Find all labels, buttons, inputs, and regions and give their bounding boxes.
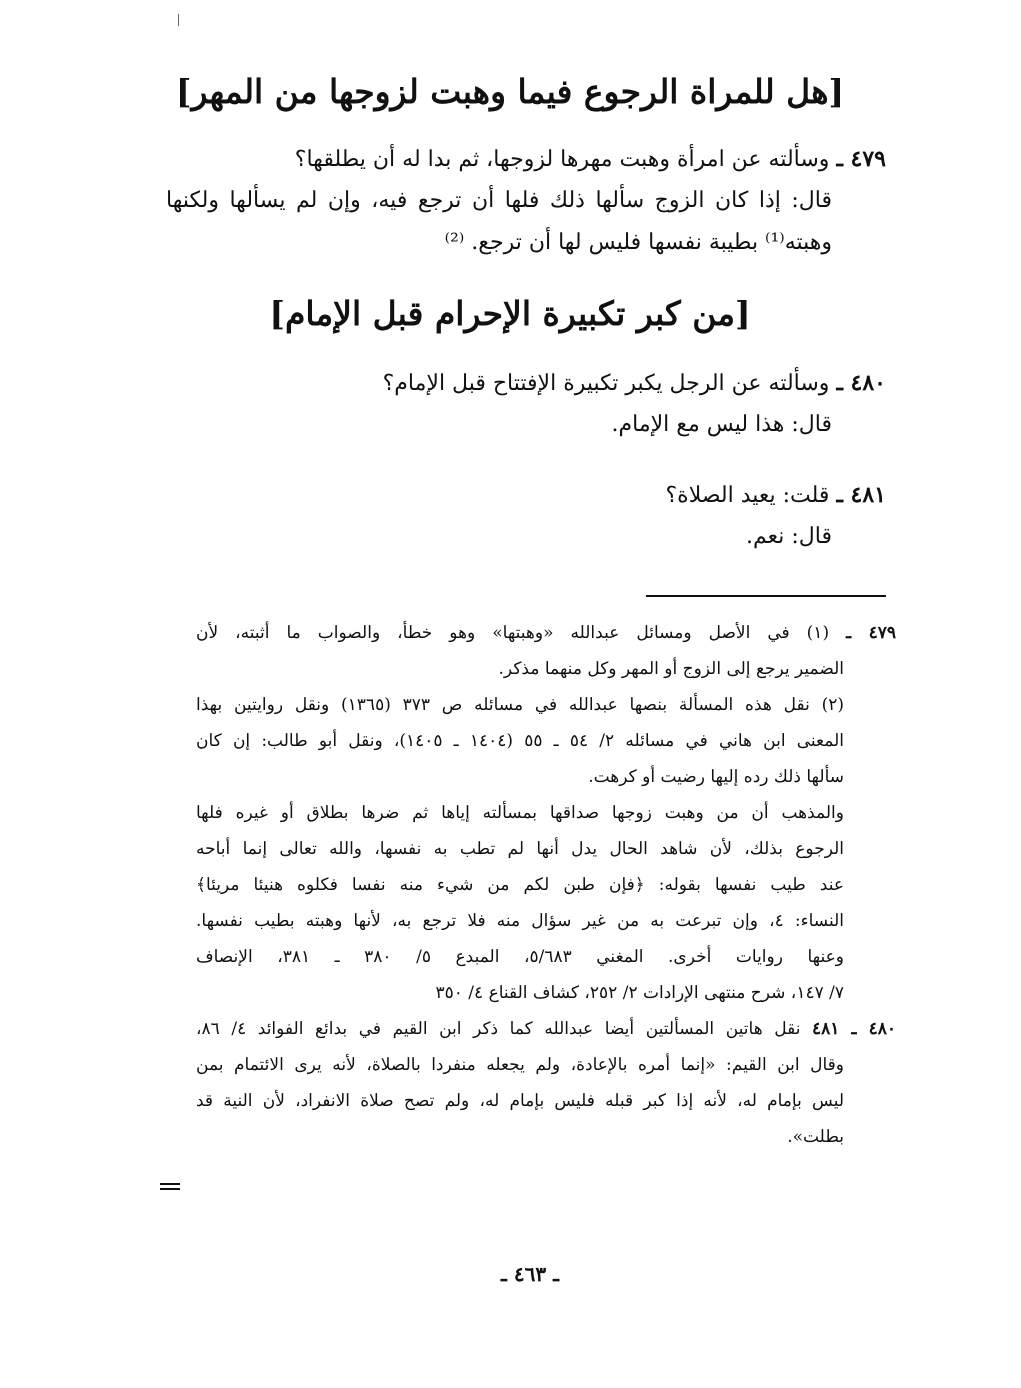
- entry-number: ٤٨١ ـ: [836, 482, 886, 508]
- footnote-line: [196, 1011, 896, 1047]
- section-heading-takbir: [من كبر تكبيرة الإحرام قبل الإمام]: [269, 294, 751, 333]
- entry-answer-line: وهبته⁽¹⁾ بطيبة نفسها فليس لها أن ترجع. ⁽²⁾: [444, 230, 832, 255]
- footnote-line: والمذهب أن من وهبت زوجها صداقها بمسألته إياها ثم ضرها بطلاق أو غيره فلها: [196, 803, 844, 823]
- footnote-text: نقل هاتين المسألتين أيضا عبدالله كما ذكر ابن القيم في بدائع الفوائد ٤/ ٨٦،: [196, 1019, 801, 1039]
- section-heading-dowry-return: [هل للمراة الرجوع فيما وهبت لزوجها من المهر]: [175, 72, 845, 111]
- footnotes: [196, 615, 896, 1155]
- entry-480: [166, 362, 886, 446]
- footnote-line: ٧/ ١٤٧، شرح منتهى الإرادات ٢/ ٢٥٢، كشاف القناع ٤/ ٣٥٠: [435, 983, 844, 1003]
- entry-number: ٤٧٩ ـ: [836, 146, 886, 172]
- entry-number: ٤٨٠ ـ: [836, 370, 886, 396]
- entry-479: [166, 138, 886, 264]
- scan-mark: [178, 14, 179, 26]
- entry-question: وسألته عن امرأة وهبت مهرها لزوجها، ثم بدا له أن يطلقها؟: [294, 147, 830, 172]
- end-of-notes-mark: [160, 1183, 180, 1193]
- footnote-line: [196, 615, 896, 651]
- entry-question: قلت: يعيد الصلاة؟: [665, 483, 830, 508]
- footnote-label: ٤٨٠ ـ ٤٨١: [812, 1019, 896, 1039]
- footnote-label: ٤٧٩ ـ: [846, 623, 896, 643]
- entry-answer-line: قال: إذا كان الزوج سألها ذلك فلها أن ترجع فيه، وإن لم يسألها ولكنها: [166, 188, 832, 213]
- footnote-line: الضمير يرجع إلى الزوج أو المهر وكل منهما مذكر.: [498, 659, 844, 679]
- footnote-line: (٢) نقل هذه المسألة بنصها عبدالله في مسائله ص ٣٧٣ (١٣٦٥) ونقل روايتين بهذا: [196, 695, 845, 715]
- footnote-line: المعنى ابن هاني في مسائله ٢/ ٥٤ ـ ٥٥ (١٤٠٤ ـ ١٤٠٥)، ونقل أبو طالب: إن كان: [196, 731, 844, 751]
- entry-481: [166, 474, 886, 558]
- entry-question: وسألته عن الرجل يكبر تكبيرة الإفتتاح قبل الإمام؟: [382, 371, 830, 396]
- entry-answer-line: قال: هذا ليس مع الإمام.: [611, 412, 832, 437]
- footnote-line: النساء: ٤، وإن تبرعت به من غير سؤال منه فلا ترجع به، لأنها وهبته بطيب نفسها.: [196, 911, 844, 931]
- footnote-line: الرجوع بذلك، لأن شاهد الحال يدل أنها لم تطب به نفسها، والله تعالى إنما أباحه: [196, 839, 844, 859]
- entry-481-question-line: [166, 474, 886, 516]
- entry-answer-line: قال: نعم.: [746, 524, 832, 549]
- footnote-line: وقال ابن القيم: «إنما أمره بالإعادة، ولم يجعله منفردا بالصلاة، لأنه يرى الائتمام بمن: [196, 1055, 844, 1075]
- footnote-line: عند طيب نفسها بقوله: ﴿فإن طبن لكم من شيء منه نفسا فكلوه هنيئا مريئا﴾: [196, 875, 844, 895]
- footnote-line: بطلت».: [787, 1127, 844, 1147]
- footnote-separator: [646, 595, 886, 597]
- entry-479-question-line: [166, 138, 886, 180]
- footnote-line: ليس بإمام له، لأنه إذا كبر قبله فليس بإمام له، ولم تصح صلاة الانفراد، لأن النية قد: [196, 1091, 844, 1111]
- page-number: ـ ٤٦٣ ـ: [501, 1262, 559, 1286]
- footnote-line: وعنها روايات أخرى. المغني ٥/٦٨٣، المبدع ٥/ ٣٨٠ ـ ٣٨١، الإنصاف: [196, 947, 844, 967]
- entry-480-question-line: [166, 362, 886, 404]
- footnote-line: سألها ذلك رده إليها رضيت أو كرهت.: [588, 767, 844, 787]
- footnote-text: (١) في الأصل ومسائل عبدالله «وهبتها» وهو خطأ، والصواب ما أثبته، لأن: [196, 623, 830, 643]
